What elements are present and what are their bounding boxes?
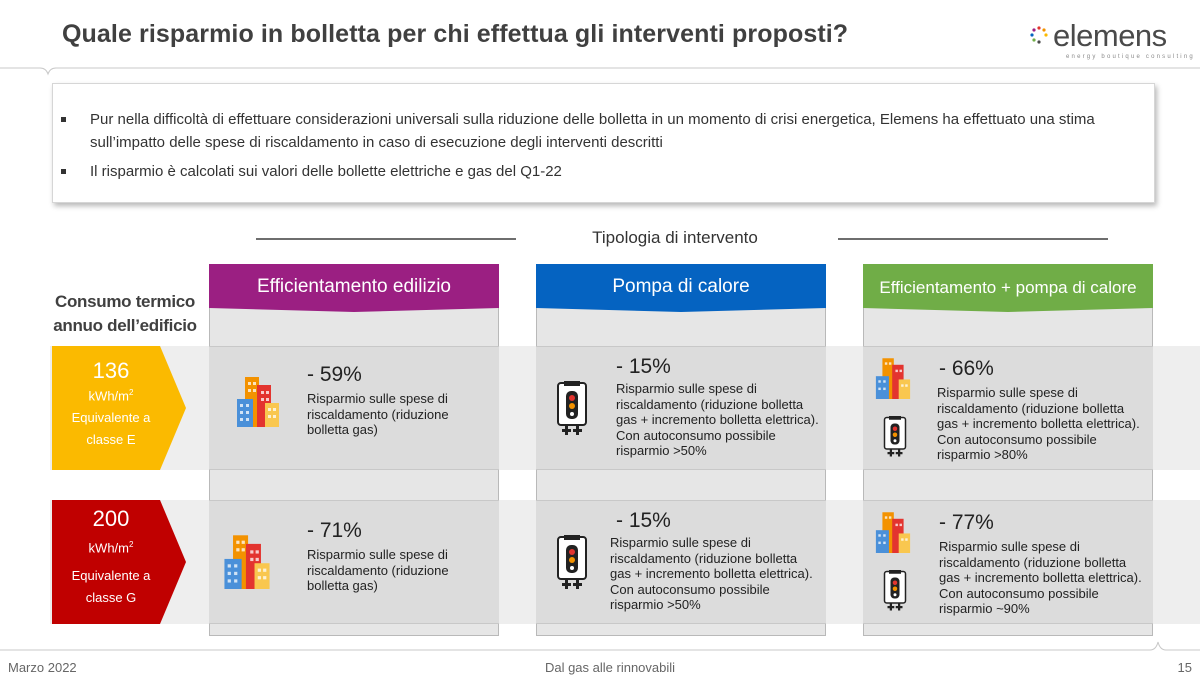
- page-title: Quale risparmio in bolletta per chi effettua gli interventi proposti?: [62, 20, 849, 48]
- footer-center-text: Dal gas alle rinnovabili: [544, 660, 676, 675]
- consumo-value: 136: [92, 358, 130, 383]
- intro-bullet-text: Pur nella difficoltà di effettuare considerazioni universali sulla riduzione delle bolletta in un momento di crisi energetica, Elemens ha effettuato una stima sull’impatto delle spese di riscaldamento in caso di esecuzione degli interventi descritti: [90, 111, 1095, 151]
- savings-description: Risparmio sulle spese di riscaldamento (riduzione bolletta gas): [307, 547, 449, 593]
- buildings-icon: [237, 373, 279, 427]
- header-divider: [0, 0, 1200, 84]
- classe-label: classe E: [86, 432, 136, 447]
- logo-wordmark: elemens: [1053, 18, 1167, 53]
- savings-description: Risparmio sulle spese di riscaldamento (riduzione bolletta gas + incremento bolletta elettrica). Con autoconsumo possibile risparmio >80%: [937, 385, 1140, 462]
- buildings-icon: [873, 355, 913, 399]
- result-cell: [536, 346, 826, 470]
- savings-description: Risparmio sulle spese di riscaldamento (riduzione bolletta gas + incremento bolletta elettrica). Con autoconsumo possibile risparmio ~90%: [939, 539, 1142, 616]
- column-efficientamento-pompa: [863, 264, 1153, 636]
- consumo-unit: kWh/$m^2$: [88, 388, 134, 404]
- result-cell: [863, 346, 1153, 470]
- column-title: Efficientamento edilizio: [257, 276, 451, 297]
- tipologia-line-left: [256, 238, 516, 240]
- heat-pump-icon: [883, 415, 907, 459]
- savings-percent: - 77%: [939, 511, 994, 534]
- classe-label: classe G: [85, 590, 137, 605]
- page-number: 15: [1177, 660, 1192, 675]
- consumo-value: 200: [92, 506, 130, 531]
- result-cell: [209, 500, 499, 624]
- logo-tagline: energy boutique consulting: [1066, 54, 1195, 60]
- tipologia-line-right: [838, 238, 1108, 240]
- footer-date: Marzo 2022: [8, 660, 77, 675]
- column-efficientamento: [209, 264, 499, 636]
- heat-pump-icon: [883, 569, 907, 613]
- footer-divider: [0, 630, 1200, 654]
- result-cell: [536, 500, 826, 624]
- savings-description: Risparmio sulle spese di riscaldamento (riduzione bolletta gas): [307, 391, 449, 437]
- savings-percent: - 71%: [307, 519, 362, 542]
- row-label-arrow: [52, 346, 186, 475]
- result-cell: [863, 500, 1153, 624]
- bullet-square-icon: [61, 169, 66, 174]
- column-title: Efficientamento + pompa di calore: [879, 277, 1137, 297]
- tipologia-label: Tipologia di intervento: [592, 228, 758, 247]
- intro-bullet-text: Il risparmio è calcolati sui valori delle bollette elettriche e gas del Q1-22: [90, 163, 562, 180]
- savings-percent: - 15%: [616, 509, 671, 532]
- savings-description: Risparmio sulle spese di riscaldamento (riduzione bolletta gas + incremento bolletta elettrica). Con autoconsumo possibile risparmio >50%: [616, 381, 819, 458]
- savings-description: Risparmio sulle spese di riscaldamento (riduzione bolletta gas + incremento bolletta elettrica). Con autoconsumo possibile risparmio >50%: [610, 535, 813, 612]
- equivalente-label: Equivalente a: [71, 568, 151, 583]
- intro-box: [52, 83, 1155, 203]
- result-cell: [209, 346, 499, 470]
- bullet-square-icon: [61, 117, 66, 122]
- heat-pump-icon: [556, 535, 588, 591]
- savings-percent: - 66%: [939, 357, 994, 380]
- savings-percent: - 59%: [307, 363, 362, 386]
- consumo-unit: kWh/$m^2$: [88, 540, 134, 556]
- equivalente-label: Equivalente a: [71, 410, 151, 425]
- consumo-label: Consumo termico annuo dell’edificio: [53, 292, 197, 335]
- row-label-arrow: [52, 500, 186, 629]
- buildings-icon: [873, 509, 913, 553]
- heat-pump-icon: [556, 381, 588, 437]
- column-pompa-di-calore: [536, 264, 826, 636]
- buildings-icon: [221, 531, 273, 589]
- column-title: Pompa di calore: [612, 276, 750, 297]
- savings-percent: - 15%: [616, 355, 671, 378]
